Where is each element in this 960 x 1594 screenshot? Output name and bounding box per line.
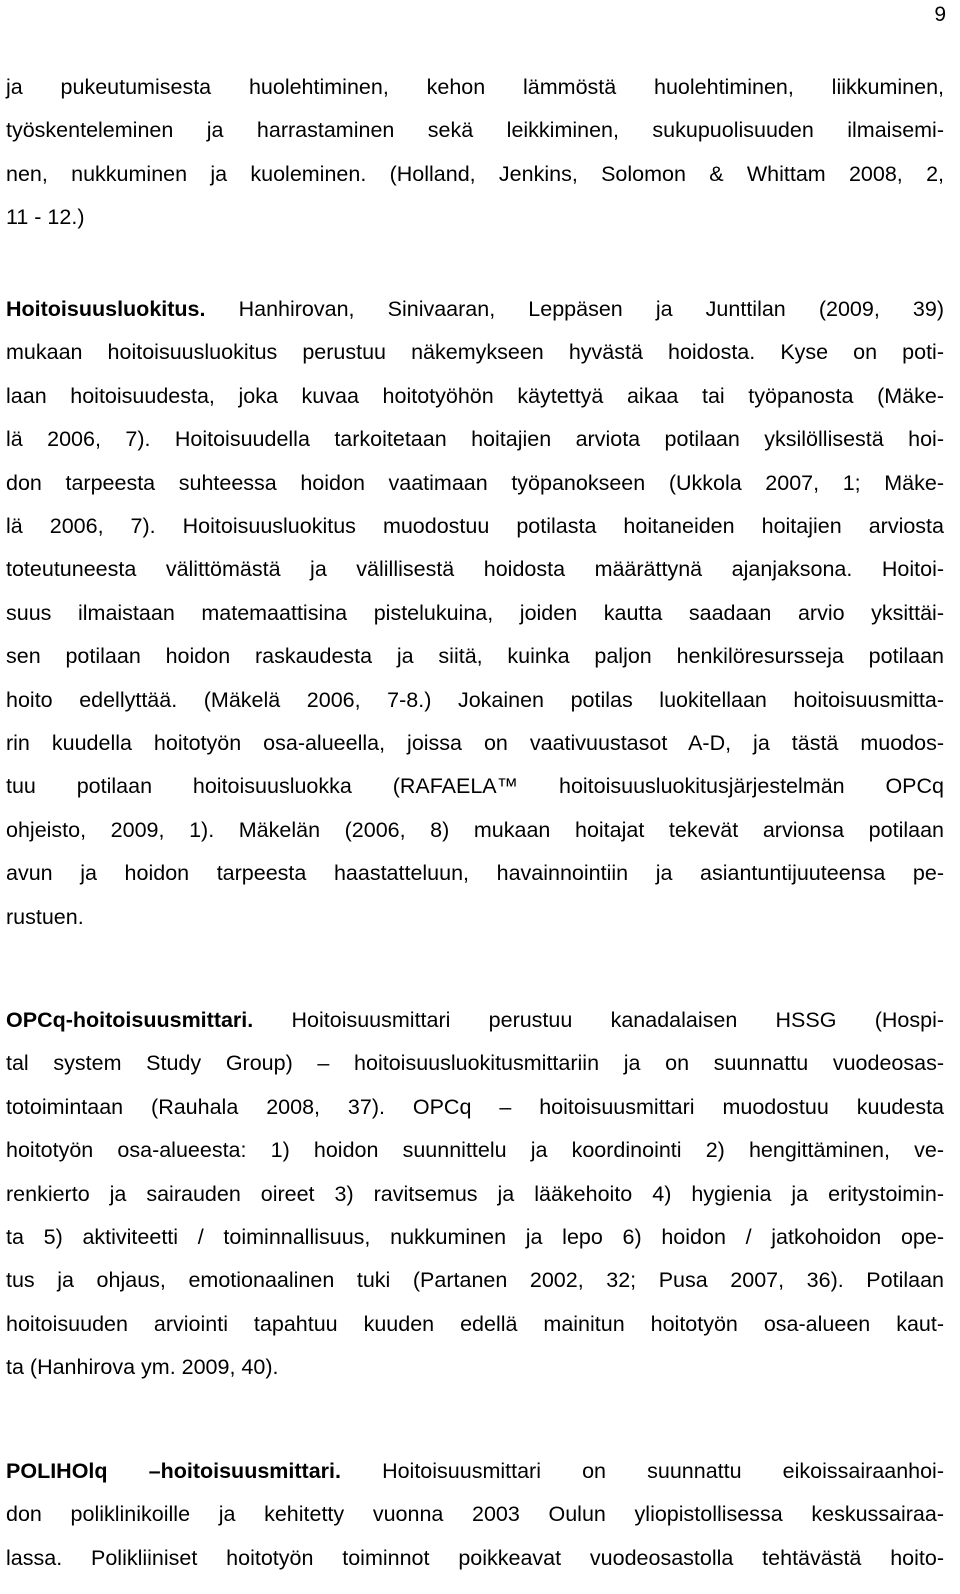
- text-line: ohjeisto, 2009, 1). Mäkelän (2006, 8) mukaan hoitajat tekevät arvionsa potilaan: [6, 817, 944, 842]
- text-line: renkierto ja sairauden oireet 3) ravitsemus ja lääkehoito 4) hygienia ja eritystoimin-: [6, 1181, 944, 1206]
- text-line: tuu potilaan hoitoisuusluokka (RAFAELA™ hoitoisuusluokitusjärjestelmän OPCq: [6, 774, 944, 799]
- section-heading: POLIHOlq –hoitoisuusmittari.: [6, 1459, 341, 1483]
- text-line: nen, nukkuminen ja kuoleminen. (Holland, Jenkins, Solomon & Whittam 2008, 2,: [6, 161, 944, 186]
- text-line: suus ilmaistaan matemaattisina pistelukuina, joiden kautta saadaan arvio yksittäi-: [6, 600, 944, 625]
- text-line: don tarpeesta suhteessa hoidon vaatimaan työpanokseen (Ukkola 2007, 1; Mäke-: [6, 470, 944, 495]
- text-line: mukaan hoitoisuusluokitus perustuu näkemykseen hyvästä hoidosta. Kyse on poti-: [6, 340, 944, 365]
- text-line: Hoitoisuusluokitus. Hanhirovan, Sinivaaran, Leppäsen ja Junttilan (2009, 39): [6, 297, 944, 321]
- text-line: ta (Hanhirova ym. 2009, 40).: [6, 1355, 279, 1380]
- text-line: tus ja ohjaus, emotionaalinen tuki (Partanen 2002, 32; Pusa 2007, 36). Potilaan: [6, 1268, 944, 1293]
- paragraph-continuation: [6, 66, 944, 240]
- text-line: totoimintaan (Rauhala 2008, 37). OPCq – hoitoisuusmittari muodostuu kuudesta: [6, 1094, 944, 1119]
- text-line: lä 2006, 7). Hoitoisuusluokitus muodostuu potilasta hoitaneiden hoitajien arviosta: [6, 514, 944, 539]
- text-line: rustuen.: [6, 904, 84, 929]
- text-line: lassa. Polikliiniset hoitotyön toiminnot poikkeavat vuodeosastolla tehtävästä hoito-: [6, 1545, 944, 1570]
- text-line: don poliklinikoille ja kehitetty vuonna 2003 Oulun yliopistollisessa keskussairaa-: [6, 1502, 944, 1527]
- page-number: 9: [934, 3, 946, 26]
- text-line: POLIHOlq –hoitoisuusmittari. Hoitoisuusmittari on suunnattu eikoissairaanhoi-: [6, 1459, 944, 1483]
- text-line: työskenteleminen ja harrastaminen sekä leikkiminen, sukupuolisuuden ilmaisemi-: [6, 118, 944, 143]
- text-line: hoitoisuuden arviointi tapahtuu kuuden edellä mainitun hoitotyön osa-alueen kaut-: [6, 1311, 944, 1336]
- text-line: sen potilaan hoidon raskaudesta ja siitä, kuinka paljon henkilöresursseja potilaan: [6, 644, 944, 669]
- paragraph-poliholq: [6, 1450, 944, 1580]
- section-heading: OPCq-hoitoisuusmittari.: [6, 1008, 254, 1032]
- text-line: hoitotyön osa-alueesta: 1) hoidon suunnittelu ja koordinointi 2) hengittäminen, ve-: [6, 1138, 944, 1163]
- text-line: lä 2006, 7). Hoitoisuudella tarkoitetaan hoitajien arviota potilaan yksilöllisestä hoi-: [6, 427, 944, 452]
- text-line: hoito edellyttää. (Mäkelä 2006, 7-8.) Jokainen potilas luokitellaan hoitoisuusmitta-: [6, 687, 944, 712]
- text-line: OPCq-hoitoisuusmittari. Hoitoisuusmittari perustuu kanadalaisen HSSG (Hospi-: [6, 1008, 944, 1032]
- text-line: 11 - 12.): [6, 205, 85, 230]
- text-line: laan hoitoisuudesta, joka kuvaa hoitotyöhön käytettyä aikaa tai työpanosta (Mäke-: [6, 383, 944, 408]
- text-line: ja pukeutumisesta huolehtiminen, kehon lämmöstä huolehtiminen, liikkuminen,: [6, 75, 944, 99]
- text-line: rin kuudella hoitotyön osa-alueella, joissa on vaativuustasot A-D, ja tästä muodos-: [6, 731, 944, 756]
- text-line: toteutuneesta välittömästä ja välillisestä hoidosta määrättynä ajanjaksona. Hoitoi-: [6, 557, 944, 582]
- paragraph-hoitoisuusluokitus: [6, 288, 944, 939]
- paragraph-opcq: [6, 999, 944, 1390]
- text-line: avun ja hoidon tarpeesta haastatteluun, havainnointiin ja asiantuntijuuteensa pe-: [6, 861, 944, 886]
- text-line: ta 5) aktiviteetti / toiminnallisuus, nukkuminen ja lepo 6) hoidon / jatkohoidon ope-: [6, 1225, 944, 1250]
- text-line: tal system Study Group) – hoitoisuusluokitusmittariin ja on suunnattu vuodeosas-: [6, 1051, 944, 1076]
- section-heading: Hoitoisuusluokitus.: [6, 297, 206, 321]
